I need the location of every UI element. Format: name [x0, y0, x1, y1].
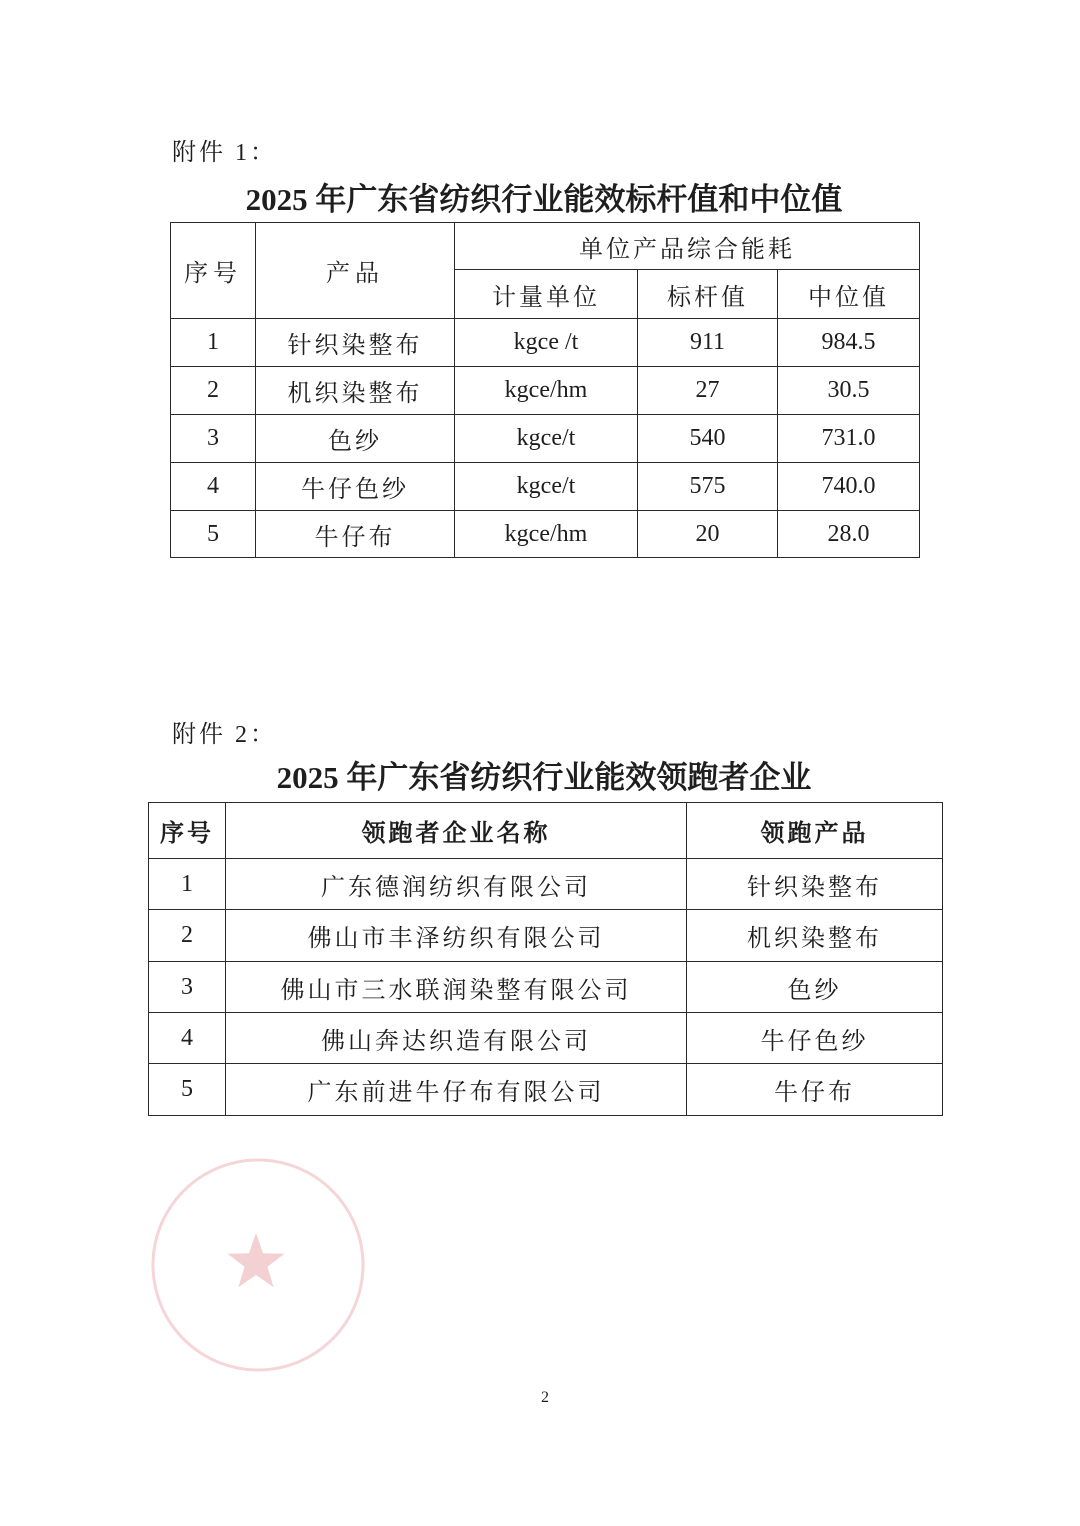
- cell-median: 740.0: [778, 463, 920, 511]
- cell-benchmark: 575: [638, 463, 778, 511]
- cell-benchmark: 27: [638, 367, 778, 415]
- table-row: [149, 910, 943, 962]
- cell-product: 机织染整布: [687, 910, 943, 962]
- table-header-row: [149, 803, 943, 859]
- cell-index: 2: [171, 367, 256, 415]
- cell-index: 5: [149, 1064, 226, 1116]
- cell-unit: kgce/hm: [455, 367, 638, 415]
- table-row: [149, 962, 943, 1013]
- cell-index: 3: [149, 962, 226, 1013]
- cell-median: 28.0: [778, 511, 920, 558]
- header-product: 领跑产品: [687, 803, 943, 859]
- table-row: [171, 415, 920, 463]
- header-index: 序号: [171, 223, 256, 319]
- attachment1-title: 2025 年广东省纺织行业能效标杆值和中位值: [245, 182, 843, 217]
- cell-unit: kgce/t: [455, 463, 638, 511]
- cell-company: 佛山市丰泽纺织有限公司: [226, 910, 687, 962]
- cell-product: 牛仔色纱: [256, 463, 455, 511]
- cell-product: 牛仔布: [256, 511, 455, 558]
- cell-product: 针织染整布: [687, 859, 943, 910]
- cell-product: 牛仔布: [687, 1064, 943, 1116]
- header-median: 中位值: [778, 270, 920, 319]
- cell-median: 984.5: [778, 319, 920, 367]
- cell-unit: kgce /t: [455, 319, 638, 367]
- seal-star-icon: [227, 1233, 284, 1287]
- cell-index: 4: [171, 463, 256, 511]
- cell-unit: kgce/t: [455, 415, 638, 463]
- header-benchmark: 标杆值: [638, 270, 778, 319]
- cell-company: 广东德润纺织有限公司: [226, 859, 687, 910]
- cell-company: 佛山奔达织造有限公司: [226, 1013, 687, 1064]
- attachment2-label: 附件 2：: [172, 722, 277, 748]
- cell-company: 佛山市三水联润染整有限公司: [226, 962, 687, 1013]
- header-energy-consumption: 单位产品综合能耗: [455, 223, 920, 270]
- leader-table: [148, 802, 943, 1116]
- benchmark-table: [170, 222, 920, 558]
- cell-benchmark: 540: [638, 415, 778, 463]
- page-number: 2: [541, 1389, 549, 1406]
- cell-index: 1: [171, 319, 256, 367]
- cell-company: 广东前进牛仔布有限公司: [226, 1064, 687, 1116]
- table-row: [171, 463, 920, 511]
- cell-product: 机织染整布: [256, 367, 455, 415]
- cell-index: 1: [149, 859, 226, 910]
- cell-index: 5: [171, 511, 256, 558]
- cell-index: 2: [149, 910, 226, 962]
- table-header-row: [171, 223, 920, 270]
- cell-product: 针织染整布: [256, 319, 455, 367]
- cell-unit: kgce/hm: [455, 511, 638, 558]
- table-row: [171, 511, 920, 558]
- cell-benchmark: 20: [638, 511, 778, 558]
- cell-median: 731.0: [778, 415, 920, 463]
- table-row: [149, 1064, 943, 1116]
- header-product: 产品: [256, 223, 455, 319]
- cell-product: 牛仔色纱: [687, 1013, 943, 1064]
- header-unit: 计量单位: [455, 270, 638, 319]
- cell-product: 色纱: [256, 415, 455, 463]
- table-row: [149, 859, 943, 910]
- table-row: [149, 1013, 943, 1064]
- cell-median: 30.5: [778, 367, 920, 415]
- official-seal-icon: [148, 1155, 368, 1375]
- header-index: 序号: [149, 803, 226, 859]
- cell-index: 4: [149, 1013, 226, 1064]
- table-row: [171, 319, 920, 367]
- cell-product: 色纱: [687, 962, 943, 1013]
- cell-index: 3: [171, 415, 256, 463]
- attachment1-label: 附件 1：: [172, 140, 277, 166]
- header-company: 领跑者企业名称: [226, 803, 687, 859]
- cell-benchmark: 911: [638, 319, 778, 367]
- table-row: [171, 367, 920, 415]
- attachment2-title: 2025 年广东省纺织行业能效领跑者企业: [276, 760, 812, 795]
